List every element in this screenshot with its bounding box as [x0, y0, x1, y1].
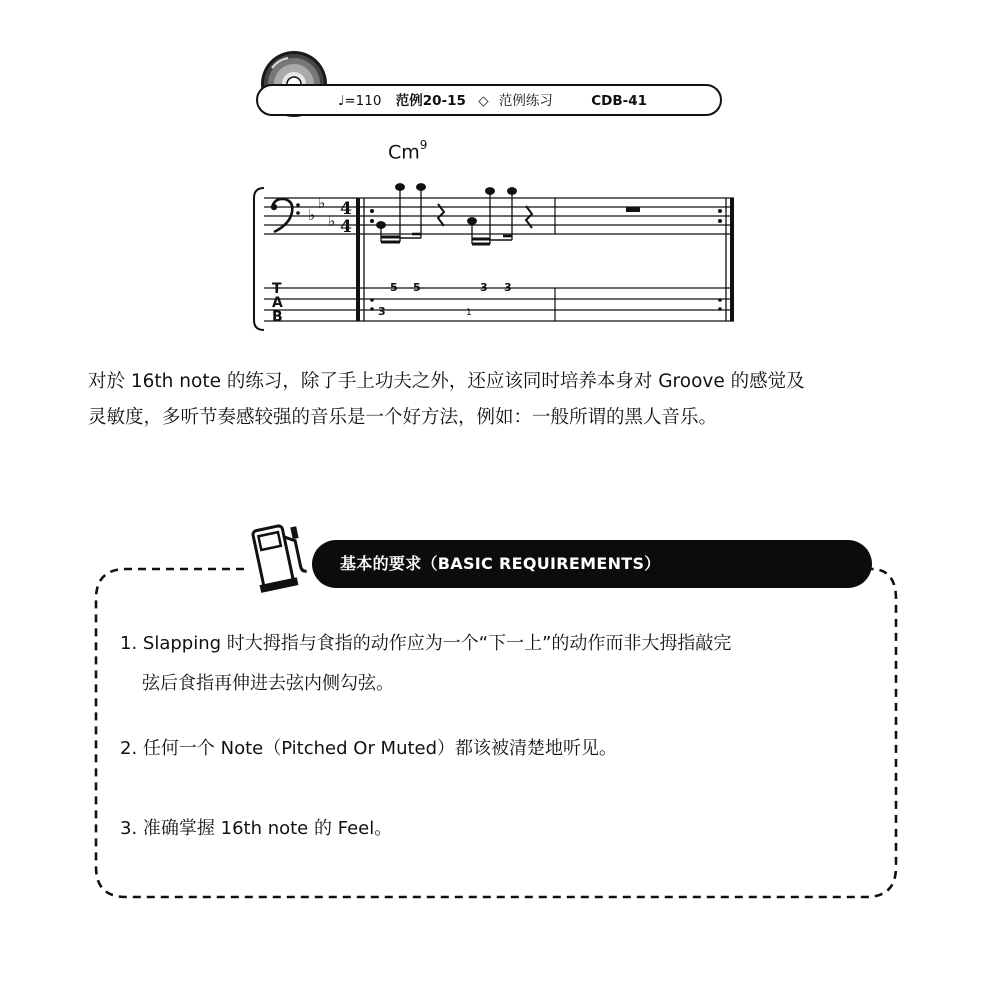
fret-number: 3 — [378, 305, 386, 318]
paragraph-line: 灵敏度，多听节奏感较强的音乐是一个好方法，例如：一般所谓的黑人音乐。 — [88, 407, 718, 428]
music-notation — [250, 180, 750, 340]
whole-rest-icon — [626, 207, 640, 212]
svg-text:4: 4 — [340, 217, 352, 237]
fret-number: 5 — [390, 281, 398, 294]
svg-text:♭: ♭ — [328, 212, 336, 230]
note-group-1 — [377, 184, 426, 242]
paragraph-line: 对於 16th note 的练习，除了手上功夫之外，还应该同时培养本身对 Groove 的感觉及 — [88, 371, 805, 392]
chord-symbol — [388, 140, 427, 163]
track-header-text — [338, 90, 647, 112]
fret-number: 3 — [504, 281, 512, 294]
fret-number: 3 — [480, 281, 488, 294]
fuel-pump-icon — [246, 516, 316, 596]
svg-text:♭: ♭ — [308, 206, 316, 224]
svg-text:♭: ♭ — [318, 194, 326, 212]
requirement-line: 弦后食指再伸进去弦内侧勾弦。 — [142, 673, 394, 694]
example-number: 范例20-15 — [395, 93, 466, 109]
example-title: 范例练习 — [498, 93, 553, 109]
tab-letter-b: B — [272, 309, 283, 325]
requirements-frame — [86, 545, 906, 907]
requirement-item-3: 3. 准确掌握 16th note 的 Feel。 — [120, 818, 393, 839]
chord-root: Cm — [388, 141, 420, 164]
requirement-item-1 — [120, 624, 880, 704]
tab-letter-a: A — [272, 295, 283, 311]
requirements-heading: 基本的要求（BASIC REQUIREMENTS） — [340, 554, 661, 573]
tempo-marking: ♩=110 — [338, 93, 382, 109]
time-signature — [340, 199, 352, 237]
diamond-icon: ◇ — [478, 93, 489, 109]
chord-extension: 9 — [419, 138, 428, 152]
tab-letter-t: T — [272, 281, 282, 297]
cd-track-label: CDB-41 — [591, 93, 648, 109]
requirement-line: 1. Slapping 时大拇指与食指的动作应为一个“下一上”的动作而非大拇指敲完 — [120, 633, 732, 654]
requirements-banner — [312, 540, 872, 588]
svg-text:4: 4 — [340, 199, 352, 219]
fret-number: 5 — [413, 281, 421, 294]
fret-number: 1 — [466, 308, 472, 318]
requirement-item-2: 2. 任何一个 Note（Pitched Or Muted）都该被清楚地听见。 — [120, 738, 618, 759]
body-paragraph — [88, 364, 918, 436]
